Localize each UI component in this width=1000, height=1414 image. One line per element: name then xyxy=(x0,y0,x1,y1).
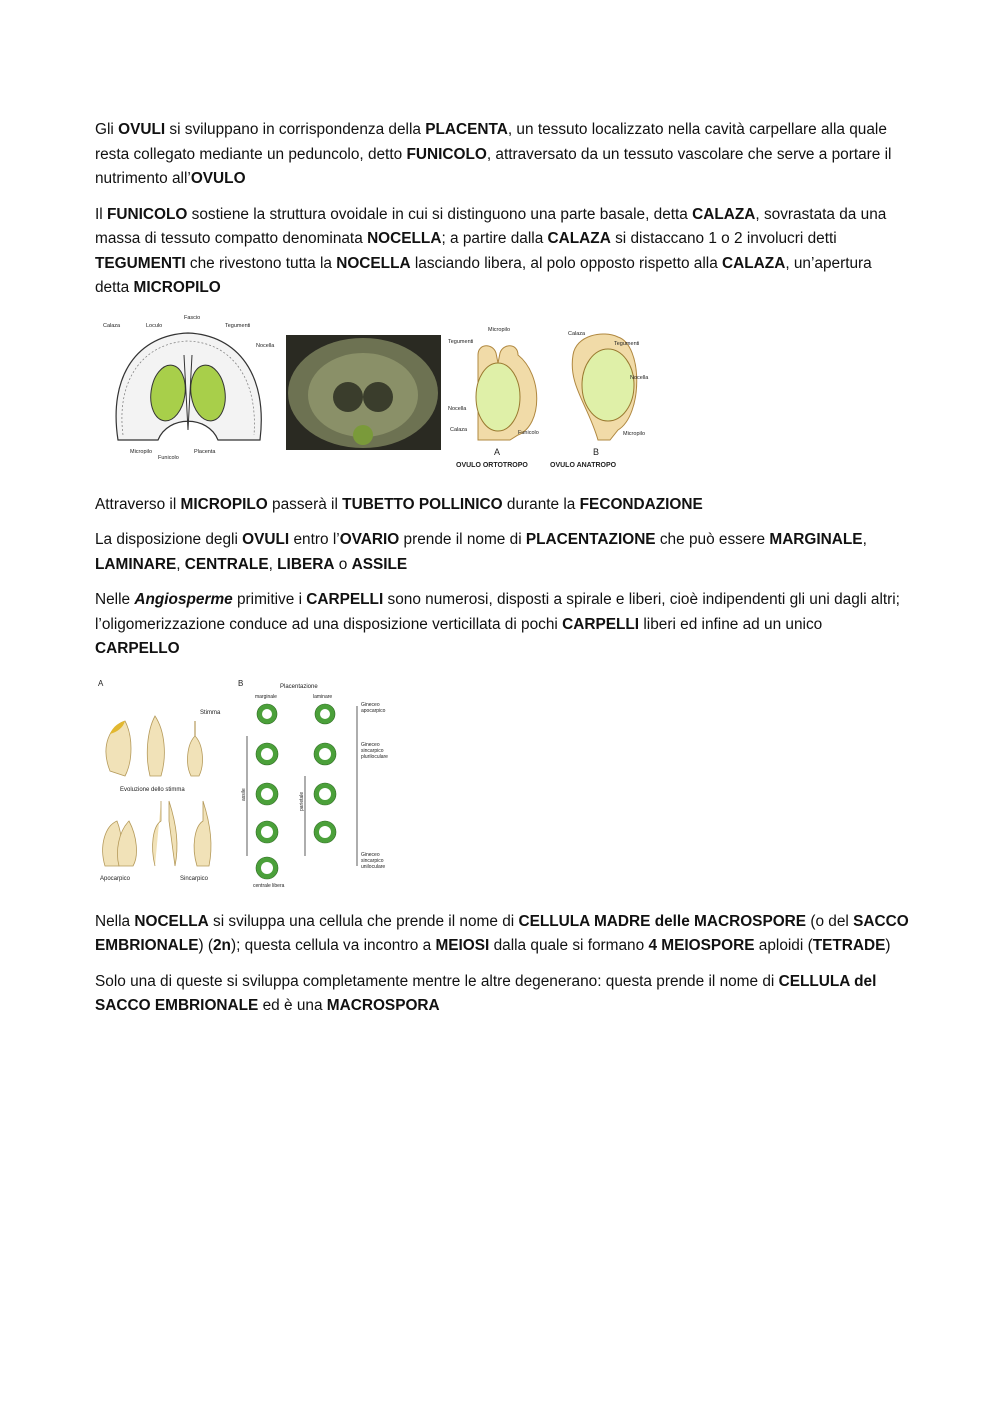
label-calaza-b: Calaza xyxy=(568,330,586,337)
label-assile: assile xyxy=(241,787,247,801)
label-fascio: Fascio xyxy=(184,314,201,321)
label-centrale-libera: centrale libera xyxy=(253,882,285,889)
paragraph-ovuli: Gli OVULI si sviluppano in corrispondenza della PLACENTA, un tessuto localizzato nella cavità carpellare alla quale resta collegato mediante un peduncolo, detto FUNICOLO, attraversato da un tessuto vascolare che serve a portare il nutrimento all’OVULO xyxy=(95,121,892,187)
label-placentazione: Placentazione xyxy=(280,683,318,690)
label-evoluzione: Evoluzione dello stimma xyxy=(120,786,185,793)
label-gineceo-uni-3: uniloculare xyxy=(361,863,386,870)
label-funicolo: Funicolo xyxy=(158,454,179,461)
label-b: B xyxy=(593,446,600,457)
paragraph-macrospora: Solo una di queste si sviluppa completamente mentre le altre degenerano: questa prende il nome di CELLULA del SACCO EMBRIONALE ed è una MACROSPORA xyxy=(95,972,877,1014)
ovule-micrograph xyxy=(286,335,441,450)
label-gineceo-apocarpico-2: apocarpico xyxy=(361,707,386,714)
label-micropilo: Micropilo xyxy=(130,448,153,455)
ovule-types-diagram xyxy=(448,327,649,469)
label-nocella-b: Nocella xyxy=(630,374,649,381)
ovule-figure xyxy=(98,315,658,475)
label-tegumenti-a: Tegumenti xyxy=(448,338,474,345)
label-gineceo-apocarpico-1: Gineceo xyxy=(361,701,380,708)
label-marginale: marginale xyxy=(255,693,277,700)
label-anatropo: OVULO ANATROPO xyxy=(550,461,617,469)
paragraph-angiosperme: Nelle Angiosperme primitive i CARPELLI sono numerosi, disposti a spirale e liberi, cioè indipendenti gli uni dagli altri; l’oligomerizzazione conduce ad una disposizione verticillata di pochi CARPELLI liberi ed infine ad un unico CARPELLO xyxy=(95,591,900,657)
paragraph-placentazione: La disposizione degli OVULI entro l’OVARIO prende il nome di PLACENTAZIONE che può essere MARGINALE, LAMINARE, CENTRALE, LIBERA o ASSILE xyxy=(95,531,867,573)
label-gineceo-pluri-1: Gineceo xyxy=(361,741,380,748)
label-nocella-a: Nocella xyxy=(448,405,467,412)
label-gineceo-uni-2: sincarpico xyxy=(361,857,384,864)
label-gineceo-uni-1: Gineceo xyxy=(361,851,380,858)
label-b: B xyxy=(238,678,244,688)
label-funicolo-a: Funicolo xyxy=(518,429,539,436)
label-micropilo-b: Micropilo xyxy=(623,430,646,437)
document-page xyxy=(95,118,910,1030)
label-gineceo-pluri-3: pluriloculare xyxy=(361,753,388,760)
label-nocella: Nocella xyxy=(256,342,275,349)
label-tegumenti-b: Tegumenti xyxy=(614,340,640,347)
label-loculo: Loculo xyxy=(146,322,163,329)
paragraph-funicolo: Il FUNICOLO sostiene la struttura ovoidale in cui si distinguono una parte basale, detta CALAZA, sovrastata da una massa di tessuto compatto denominata NOCELLA; a partire dalla CALAZA si distaccano 1 o 2 involucri detti TEGUMENTI che rivestono tutta la NOCELLA lasciando libera, al polo opposto rispetto alla CALAZA, un’apertura detta MICROPILO xyxy=(95,205,887,296)
label-a: A xyxy=(494,446,501,457)
label-stimma: Stimma xyxy=(200,709,221,716)
carpel-evolution-panel xyxy=(98,679,221,882)
carpel-figure xyxy=(95,676,395,894)
ovule-illustrations xyxy=(98,315,658,475)
label-tegumenti: Tegumenti xyxy=(225,322,251,329)
placentation-panel xyxy=(238,679,388,889)
carpel-illustrations xyxy=(95,676,395,894)
paragraph-micropilo: Attraverso il MICROPILO passerà il TUBETTO POLLINICO durante la FECONDAZIONE xyxy=(95,495,703,513)
label-gineceo-pluri-2: sincarpico xyxy=(361,747,384,754)
label-calaza: Calaza xyxy=(103,322,121,329)
label-ortotropo: OVULO ORTOTROPO xyxy=(456,461,528,469)
label-laminare: laminare xyxy=(313,693,333,700)
label-micropilo-a: Micropilo xyxy=(488,326,511,333)
label-calaza-a: Calaza xyxy=(450,426,468,433)
paragraph-nocella: Nella NOCELLA si sviluppa una cellula che prende il nome di CELLULA MADRE delle MACROSPORE (o del SACCO EMBRIONALE) (2n); questa cellula va incontro a MEIOSI dalla quale si formano 4 MEIOSPORE aploidi (TETRADE) xyxy=(95,912,909,954)
label-parietale: parietale xyxy=(299,791,305,811)
label-placenta: Placenta xyxy=(194,448,216,455)
label-a: A xyxy=(98,678,104,688)
ovary-drawing xyxy=(103,315,275,461)
label-apocarpico: Apocarpico xyxy=(100,875,131,882)
label-sincarpico: Sincarpico xyxy=(180,875,209,882)
